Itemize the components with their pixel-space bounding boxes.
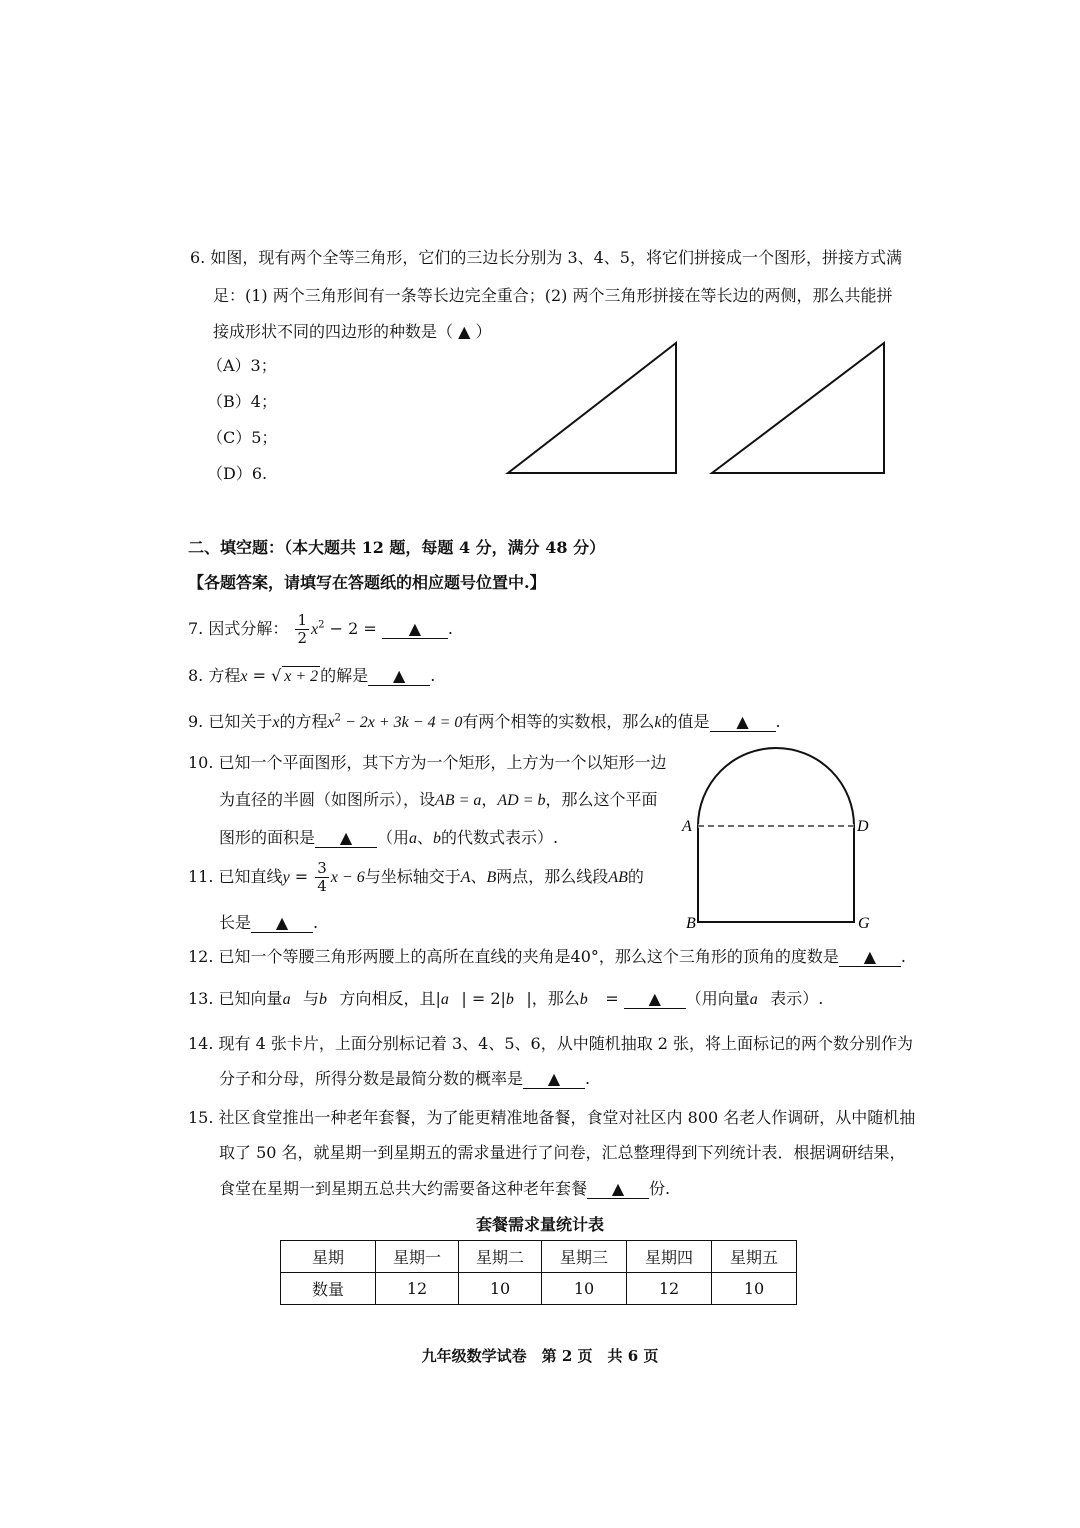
q14-end: . xyxy=(585,1069,591,1088)
q10-rectangle xyxy=(698,826,854,922)
q11-point-a: A xyxy=(460,869,471,886)
q15-num: 15. xyxy=(188,1108,214,1127)
q9-text-d: 的值是 xyxy=(661,712,710,731)
q15-line2: 取了 50 名，就星期一到星期五的需求量进行了问卷，汇总整理得到下列统计表．根据调研结果， xyxy=(219,1143,906,1162)
q11-comma: 、 xyxy=(470,867,487,886)
q8-num: 8. xyxy=(188,666,204,685)
q13-t5: （用向量 xyxy=(685,989,750,1008)
q10-line1-text: 已知一个平面图形，其下方为一个矩形，上方为一个以矩形一边 xyxy=(218,753,667,772)
q10-label-b: B xyxy=(686,915,696,932)
q13-t3: 方向相反，且 xyxy=(339,989,436,1008)
q8-end: . xyxy=(430,666,436,685)
q11-rest: x − 6 xyxy=(330,869,365,886)
q11-frac-num: 3 xyxy=(317,859,327,877)
q15-end: 份. xyxy=(649,1179,671,1198)
q8-eq: = xyxy=(247,666,272,685)
q7-end: . xyxy=(447,619,453,638)
q13-abs-a: |a⃗| xyxy=(435,989,467,1008)
q6-option-b: （B）4； xyxy=(207,392,277,411)
q7 xyxy=(188,612,453,647)
q10-label-g: G xyxy=(858,915,870,932)
q7-answer-blank[interactable]: ▲ xyxy=(382,620,448,639)
q10-answer-blank[interactable]: ▲ xyxy=(315,829,377,848)
table-row xyxy=(281,1273,797,1305)
q9-text-a: 已知关于 xyxy=(208,712,273,731)
table-cell: 12 xyxy=(376,1273,459,1305)
q6-line2: 足：(1) 两个三角形间有一条等长边完全重合；(2) 两个三角形拼接在等长边的两侧，那么共能拼 xyxy=(213,286,893,305)
table-header-cell: 星期 xyxy=(281,1241,376,1273)
q13-num: 13. xyxy=(188,989,214,1008)
q10-var-b: b xyxy=(433,830,442,847)
q10-var-a: a xyxy=(409,830,418,847)
q13-answer-blank[interactable]: ▲ xyxy=(624,990,686,1009)
q8-radicand: x + 2 xyxy=(284,668,319,685)
q13-vec-b: b⃗ xyxy=(319,991,340,1008)
q15-line3-text: 食堂在星期一到星期五总共大约需要备这种老年套餐 xyxy=(219,1179,588,1198)
q9-text-b: 的方程 xyxy=(279,712,328,731)
q9-var-k: k xyxy=(654,714,662,731)
table-header-row xyxy=(281,1241,797,1273)
q10-num: 10. xyxy=(188,753,214,772)
q8-prefix: 方程 xyxy=(208,666,241,685)
q8-lhs: x xyxy=(240,668,248,685)
q10-line3 xyxy=(219,828,558,849)
q15-answer-blank[interactable]: ▲ xyxy=(587,1180,649,1199)
q8-suffix: 的解是 xyxy=(320,666,369,685)
triangle-right xyxy=(712,343,884,473)
q13-vec-b2: b⃗ xyxy=(579,991,601,1008)
q10-ab: AB = a xyxy=(435,792,482,809)
q9-end: . xyxy=(775,712,781,731)
q11-mid2: 两点，那么线段 xyxy=(496,867,609,886)
q14-answer-blank[interactable]: ▲ xyxy=(523,1070,585,1089)
section2-heading: 二、填空题：（本大题共 12 题，每题 4 分，满分 48 分） xyxy=(188,538,606,557)
q7-fraction xyxy=(295,612,309,647)
q9-var-x: x xyxy=(272,714,280,731)
q9-num: 9. xyxy=(188,712,204,731)
table-header-cell: 星期一 xyxy=(376,1241,459,1273)
q11-prefix: 已知直线 xyxy=(218,867,283,886)
q14-num: 14. xyxy=(188,1034,214,1053)
triangle-left xyxy=(508,343,676,473)
table-cell: 10 xyxy=(542,1273,627,1305)
q7-rest: − 2 = xyxy=(324,619,377,638)
q10-ad: AD = b xyxy=(497,792,546,809)
q6-option-c: （C）5； xyxy=(207,428,278,447)
q9-eq-x: x xyxy=(327,714,335,731)
q6-option-a: （A）3； xyxy=(207,356,277,375)
q12-answer-blank[interactable]: ▲ xyxy=(839,948,901,967)
q9-eq-rest: − 2x + 3k − 4 = 0 xyxy=(340,714,463,731)
q14-line1-text: 现有 4 张卡片，上面分别标记着 3、4、5、6，从中随机抽取 2 张，将上面标记的两个数分别作为 xyxy=(218,1034,914,1053)
q13-abs-b: |b⃗| xyxy=(500,989,532,1008)
q11-frac-den: 4 xyxy=(317,877,327,895)
q13-t2: 与 xyxy=(303,989,320,1008)
table-header-cell: 星期五 xyxy=(712,1241,797,1273)
q11-answer-blank[interactable]: ▲ xyxy=(251,914,313,933)
q15-line3 xyxy=(219,1179,670,1199)
q13-vec-a: a⃗ xyxy=(282,991,304,1008)
q13-eq2: = xyxy=(600,989,624,1008)
q6-line3: 接成形状不同的四边形的种数是（ ▲ ） xyxy=(213,322,492,341)
q11-line2-text: 长是 xyxy=(219,913,252,932)
table-cell: 12 xyxy=(627,1273,712,1305)
q8 xyxy=(188,666,435,687)
q11-eq: = xyxy=(289,867,314,886)
q8-answer-blank[interactable]: ▲ xyxy=(368,667,430,686)
q7-frac-den: 2 xyxy=(297,629,308,647)
table-header-cell: 星期三 xyxy=(542,1241,627,1273)
q10-line3a: 图形的面积是 xyxy=(219,828,316,847)
table-row-label: 数量 xyxy=(281,1273,376,1305)
q12-num: 12. xyxy=(188,947,214,966)
demand-table xyxy=(280,1240,797,1305)
page-footer: 九年级数学试卷 第 2 页 共 6 页 xyxy=(421,1347,659,1365)
table-cell: 10 xyxy=(712,1273,797,1305)
q15-line1 xyxy=(188,1108,915,1128)
q10-comma: 、 xyxy=(417,828,434,847)
table-cell: 10 xyxy=(459,1273,542,1305)
q7-frac-num: 1 xyxy=(297,611,308,629)
q11-fraction xyxy=(315,860,329,895)
q13-t6: 表示）. xyxy=(770,989,824,1008)
q8-sqrt-sign: √ xyxy=(271,666,282,685)
q10-figure xyxy=(676,742,876,937)
q11-point-b: B xyxy=(486,869,497,886)
q12 xyxy=(188,947,906,967)
q7-num: 7. xyxy=(188,619,204,638)
table-header-cell: 星期四 xyxy=(627,1241,712,1273)
q7-var: x xyxy=(311,621,319,638)
q6-line1: 6. 如图，现有两个全等三角形，它们的三边长分别为 3、4、5，将它们拼接成一个图形，拼接方式满 xyxy=(190,248,902,267)
q6-triangles-figure xyxy=(500,335,900,485)
q9-answer-blank[interactable]: ▲ xyxy=(710,713,776,732)
q13-t4: ，那么 xyxy=(531,989,580,1008)
q11-num: 11. xyxy=(188,867,214,886)
q10-line1 xyxy=(188,753,667,773)
q9 xyxy=(188,712,781,733)
q13-vec-a2: a⃗ xyxy=(749,991,771,1008)
q11-mid: 与坐标轴交于 xyxy=(364,867,461,886)
q11-y: y xyxy=(282,869,290,886)
q10-line3b: （用 xyxy=(377,828,410,847)
q10-label-a: A xyxy=(682,818,692,835)
q10-line2b: ，那么这个平面 xyxy=(545,790,658,809)
q10-line3c: 的代数式表示）. xyxy=(441,828,559,847)
q11-tail: 的 xyxy=(627,867,644,886)
q14-line2 xyxy=(219,1069,590,1089)
q12-text: 已知一个等腰三角形两腰上的高所在直线的夹角是40°，那么这个三角形的顶角的度数是 xyxy=(218,947,839,966)
q6-option-d: （D）6. xyxy=(207,464,268,483)
q13-eq: = 2 xyxy=(466,989,501,1008)
q7-power: 2 xyxy=(318,619,325,631)
q10-label-d: D xyxy=(857,818,869,835)
section2-note: 【各题答案，请填写在答题纸的相应题号位置中.】 xyxy=(188,573,546,592)
q11-seg: AB xyxy=(608,869,628,886)
table-header-cell: 星期二 xyxy=(459,1241,542,1273)
q9-power: 2 xyxy=(334,712,341,724)
q12-end: . xyxy=(900,947,907,966)
q14-line1 xyxy=(188,1034,913,1054)
q15-line1-text: 社区食堂推出一种老年套餐，为了能更精准地备餐，食堂对社区内 800 名老人作调研，从中随机抽 xyxy=(218,1108,916,1127)
q14-line2-text: 分子和分母，所得分数是最简分数的概率是 xyxy=(219,1069,524,1088)
q9-text-c: 有两个相等的实数根，那么 xyxy=(462,712,655,731)
table-caption: 套餐需求量统计表 xyxy=(475,1215,604,1234)
q10-semicircle xyxy=(698,748,854,826)
q11-line2 xyxy=(219,913,318,933)
q13 xyxy=(188,988,823,1011)
q7-prefix: 因式分解： xyxy=(208,619,289,638)
q10-line2a: 为直径的半圆（如图所示），设 xyxy=(219,790,436,809)
q13-t1: 已知向量 xyxy=(218,989,283,1008)
q10-line2 xyxy=(219,790,658,811)
q11-end: . xyxy=(313,913,319,932)
q10-sep: ， xyxy=(481,790,498,809)
q11-line1 xyxy=(188,858,644,897)
